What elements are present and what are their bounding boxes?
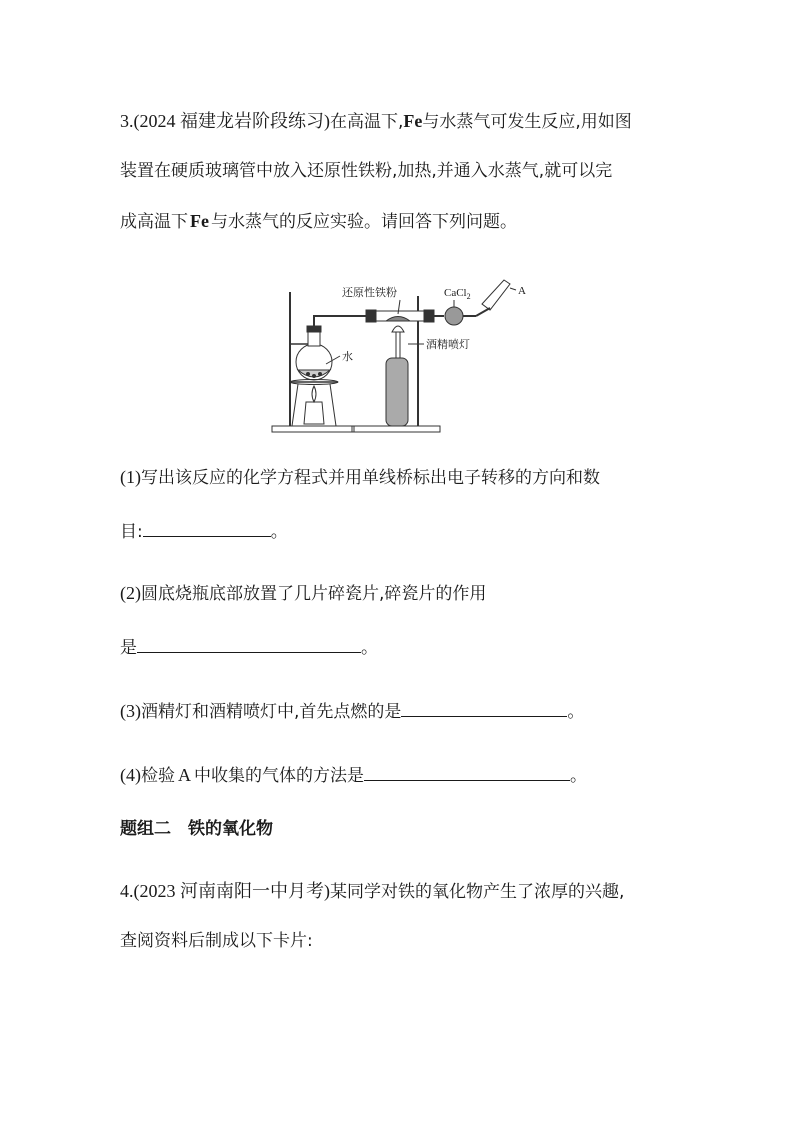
water-label: 水 (342, 350, 353, 363)
iron-powder-label: 还原性铁粉 (342, 286, 397, 299)
q3-text-d: 与水蒸气的反应实验。请回答下列问题。 (210, 212, 517, 232)
sub3-number: (3) (120, 701, 141, 721)
group2-heading: 题组二 铁的氧化物 (120, 819, 273, 839)
sub1-prefix: 目: (120, 522, 143, 542)
sub2-end: 。 (361, 638, 378, 658)
right-stand-base (352, 426, 440, 432)
sub3-text: 酒精灯和酒精喷灯中,首先点燃的是 (141, 702, 402, 722)
porcelain-chip (307, 373, 310, 376)
sub2-number: (2) (120, 583, 141, 603)
sub3-end: 。 (567, 702, 585, 722)
sub4-a: A (178, 765, 191, 785)
porcelain-chip (313, 375, 316, 378)
q3-line-1 (120, 110, 632, 133)
sub3-line (120, 698, 584, 723)
sub2-answer-blank[interactable] (137, 634, 361, 653)
blast-lamp-flame (392, 326, 404, 332)
sub4-end: 。 (570, 766, 587, 786)
q3-line-2: 装置在硬质玻璃管中放入还原性铁粉,加热,并通入水蒸气,就可以完 (120, 161, 613, 181)
q3-text-c: 成高温下 (120, 212, 188, 232)
q3-line-3 (120, 210, 517, 233)
q3-source: 3.(2024 福建龙岩阶段练习) (120, 111, 330, 131)
sub2-prefix: 是 (120, 638, 137, 658)
collection-tube-a (482, 280, 510, 310)
delivery-tube (314, 316, 372, 326)
sub1-number: (1) (120, 467, 141, 487)
sub4-text-a: 检验 (141, 766, 175, 786)
q3-text-b: 与水蒸气可发生反应,用如图 (422, 112, 632, 132)
tube-stopper-right (424, 310, 434, 322)
blast-lamp-tube (396, 332, 400, 358)
q4-line-2: 查阅资料后制成以下卡片: (120, 931, 313, 951)
sub1-text: 写出该反应的化学方程式并用单线桥标出电子转移的方向和数 (141, 468, 600, 488)
sub1-answer-blank[interactable] (143, 518, 271, 537)
water-pointer (326, 356, 340, 364)
cacl2-label: CaCl$_2$ (444, 287, 471, 301)
sub2-line-1 (120, 582, 486, 605)
sub2-text: 圆底烧瓶底部放置了几片碎瓷片,碎瓷片的作用 (141, 584, 487, 604)
lamp-flame (312, 386, 316, 402)
blast-lamp-body (386, 358, 408, 426)
q3-fe-1: Fe (403, 111, 423, 131)
sub4-answer-blank[interactable] (364, 762, 570, 781)
a-pointer (510, 288, 516, 290)
left-stand-base (272, 426, 354, 432)
sub4-number: (4) (120, 765, 141, 785)
tripod-leg (292, 384, 298, 426)
tube-stopper-left (366, 310, 376, 322)
blast-lamp-label: 酒精喷灯 (426, 338, 470, 351)
sub2-line-2 (120, 634, 378, 659)
q4-source: 4.(2023 河南南阳一中月考) (120, 881, 330, 901)
q3-text-a: 在高温下, (330, 112, 404, 132)
q4-line-1 (120, 880, 624, 903)
cacl2-drying-tube (445, 307, 463, 325)
q3-fe-2: Fe (190, 211, 209, 231)
sub3-answer-blank[interactable] (401, 698, 567, 717)
tube-a-label: A (518, 285, 526, 297)
gas-outlet (476, 308, 490, 316)
sub1-end: 。 (270, 522, 288, 542)
flask-stopper (307, 326, 321, 332)
sub1-line-1 (120, 466, 600, 489)
sub4-line (120, 762, 587, 787)
sub1-line-2 (120, 518, 288, 543)
porcelain-chip (319, 373, 322, 376)
apparatus-diagram (268, 274, 533, 439)
q4-text: 某同学对铁的氧化物产生了浓厚的兴趣, (330, 882, 625, 902)
tripod-leg (330, 384, 336, 426)
alcohol-lamp (304, 402, 324, 424)
sub4-text-b: 中收集的气体的方法是 (194, 766, 364, 786)
